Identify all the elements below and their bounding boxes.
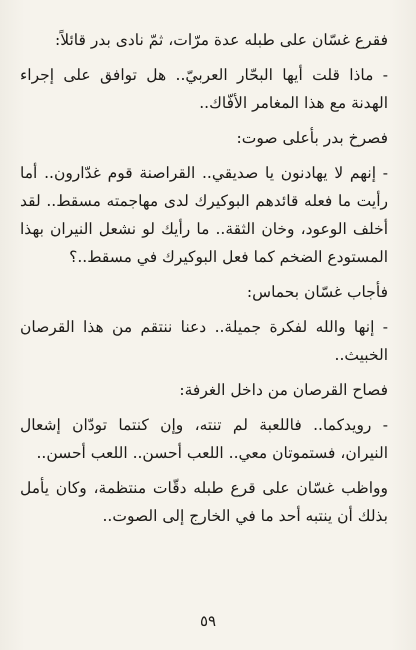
- dialogue-paragraph: - إنها والله لفكرة جميلة.. دعنا ننتقم من هذا القرصان الخبيث..: [20, 318, 388, 364]
- page-number: ٥٩: [199, 612, 217, 630]
- narration-paragraph: فصرخ بدر بأعلى صوت:: [236, 129, 388, 147]
- narration-paragraph: فصاح القرصان من داخل الغرفة:: [179, 381, 388, 399]
- dialogue-paragraph: - إنهم لا يهادنون يا صديقي.. القراصنة قوم غدّارون.. أما رأيت ما فعله قائدهم البوكيرك لدى مهاجمته مسقط.. لقد أخلف الوعود، وخان الثقة.. ما رأيك لو نشعل النيران بهذا المستودع الضخم كما فعل البوكيرك في مسقط..؟: [20, 164, 388, 266]
- narration-paragraph: فقرع غسّان على طبله عدة مرّات، ثمّ نادى بدر قائلاً:: [54, 31, 388, 49]
- narration-paragraph: فأجاب غسّان بحماس:: [246, 283, 388, 301]
- body-text: [20, 26, 388, 530]
- dialogue-paragraph: - ماذا قلت أيها البحّار العربيّ.. هل توافق على إجراء الهدنة مع هذا المغامر الأفّاك..: [20, 66, 388, 112]
- narration-paragraph: وواظب غسّان على قرع طبله دقّات منتظمة، وكان يأمل بذلك أن ينتبه أحد ما في الخارج إلى الصوت..: [20, 479, 388, 525]
- dialogue-paragraph: - رويدكما.. فاللعبة لم تنته، وإن كنتما تودّان إشعال النيران، فستموتان معي.. اللعب أحسن.. اللعب أحسن..: [20, 416, 388, 462]
